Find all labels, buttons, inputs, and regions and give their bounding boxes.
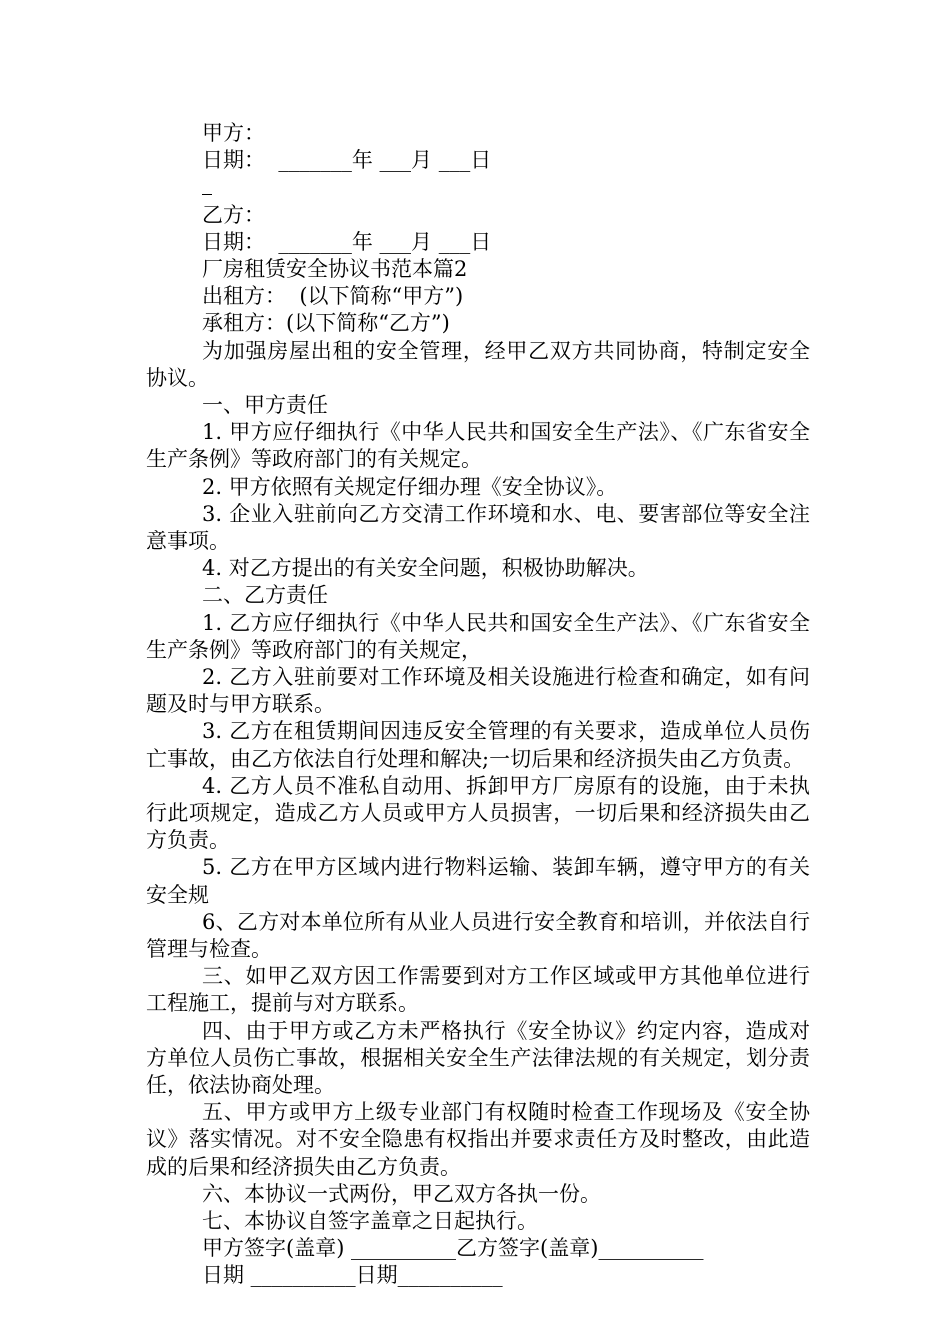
clause-paragraph: 三、如甲乙双方因工作需要到对方工作区域或甲方其他单位进行工程施工，提前与对方联系。 xyxy=(146,964,810,1016)
intro-paragraph: 为加强房屋出租的安全管理，经甲乙双方共同协商，特制定安全协议。 xyxy=(146,338,810,390)
section-b-heading: 二、乙方责任 xyxy=(202,583,328,608)
document-body xyxy=(146,120,810,1290)
section-a-item: 3. 企业入驻前向乙方交清工作环境和水、电、要害部位等安全注意事项。 xyxy=(146,501,810,553)
section-b-item: 4. 乙方人员不准私自动用、拆卸甲方厂房原有的设施，由于未执行此项规定，造成乙方人员或甲方人员损害，一切后果和经济损失由乙方负责。 xyxy=(146,773,810,853)
section-b-item: 6、乙方对本单位所有从业人员进行安全教育和培训，并依法自行管理与检查。 xyxy=(146,909,810,961)
clause-paragraph: 四、由于甲方或乙方未严格执行《安全协议》约定内容，造成对方单位人员伤亡事故，根据相关安全生产法律法规的有关规定，划分责任，依法协商处理。 xyxy=(146,1018,810,1097)
section-b-item: 2. 乙方入驻前要对工作环境及相关设施进行检查和确定，如有问题及时与甲方联系。 xyxy=(146,664,810,717)
clause-paragraph: 七、本协议自签字盖章之日起执行。 xyxy=(202,1209,538,1233)
date-line-b: 日期： _______年 ___月 ___日 xyxy=(202,229,492,254)
section-a-item: 2. 甲方依照有关规定仔细办理《安全协议》。 xyxy=(202,474,618,499)
blank-stub xyxy=(146,174,810,201)
section-b-item: 1. 乙方应仔细执行《中华人民共和国安全生产法》、《广东省安全生产条例》等政府部门的有关规定， xyxy=(146,610,810,662)
party-a-label: 甲方： xyxy=(202,121,265,145)
section-a-item: 4. 对乙方提出的有关安全问题，积极协助解决。 xyxy=(202,556,649,581)
section-b-item: 3. 乙方在租赁期间因违反安全管理的有关要求，造成单位人员伤亡事故，由乙方依法自行处理和解决;一切后果和经济损失由乙方负责。 xyxy=(146,719,810,771)
party-b-label: 乙方： xyxy=(202,202,265,227)
clause-paragraph: 六、本协议一式两份，甲乙双方各执一份。 xyxy=(202,1181,601,1206)
clause-paragraph: 五、甲方或甲方上级专业部门有权随时检查工作现场及《安全协议》落实情况。对不安全隐患有权指出并要求责任方及时整改，由此造成的后果和经济损失由乙方负责。 xyxy=(146,1100,810,1179)
lessee-line: 承租方：(以下简称“乙方”) xyxy=(202,311,450,336)
section-b-item: 5. 乙方在甲方区域内进行物料运输、装卸车辆，遵守甲方的有关安全规 xyxy=(146,855,810,907)
signature-date-line: 日期 __________日期__________ xyxy=(202,1263,503,1288)
section-a-item: 1. 甲方应仔细执行《中华人民共和国安全生产法》、《广东省安全生产条例》等政府部门的有关规定。 xyxy=(146,420,810,472)
document-title: 厂房租赁安全协议书范本篇2 xyxy=(202,256,468,281)
lessor-line: 出租方： (以下简称“甲方”) xyxy=(202,284,464,309)
date-line-a: 日期： _______年 ___月 ___日 xyxy=(202,148,492,173)
section-a-heading: 一、甲方责任 xyxy=(202,392,328,417)
signature-line: 甲方签字(盖章) __________乙方签字(盖章)__________ xyxy=(202,1236,704,1261)
